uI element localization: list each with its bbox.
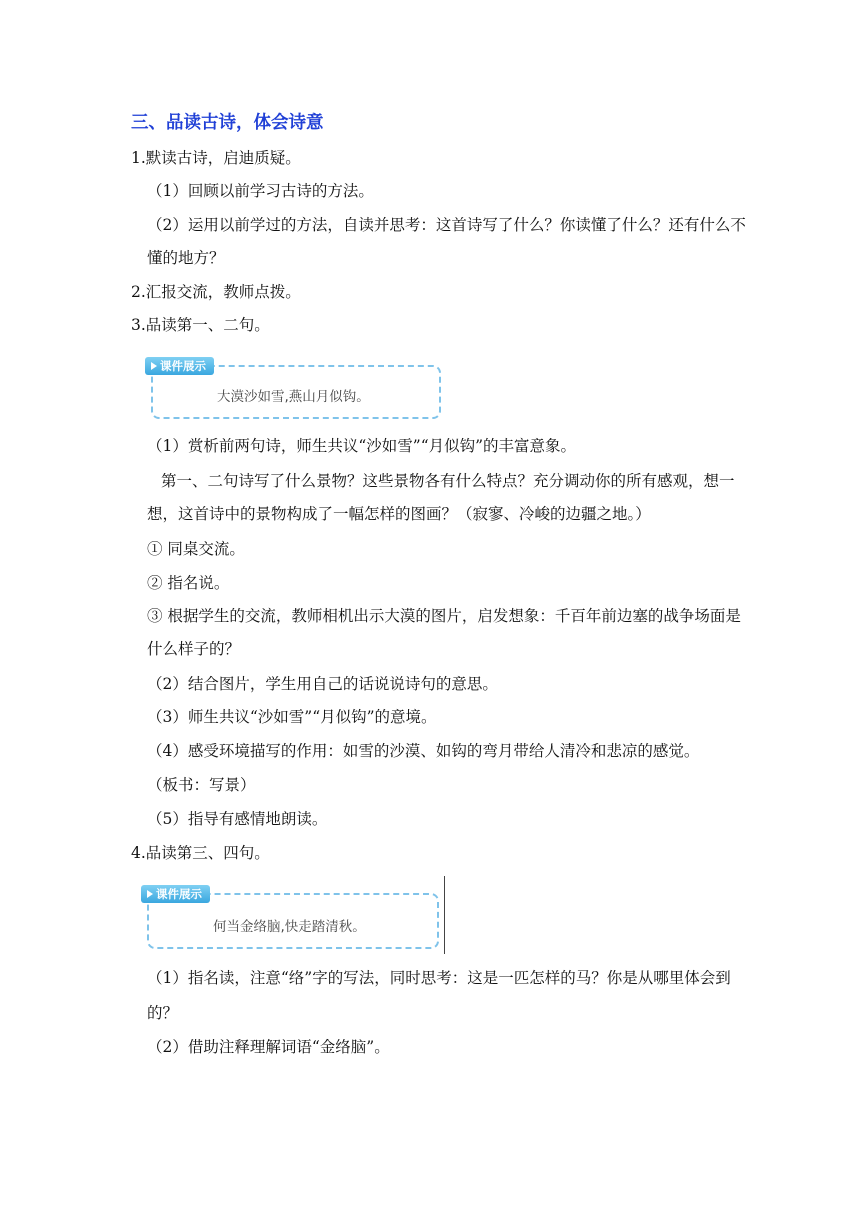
step-3-item-3: （3）师生共议“沙如雪”“月似钩”的意境。 — [147, 708, 437, 726]
step-1-title: 1.默读古诗，启迪质疑。 — [131, 149, 301, 167]
courseware-callout-1 — [145, 357, 441, 419]
step-1-item-1: （1）回顾以前学习古诗的方法。 — [147, 182, 374, 200]
step-3-paragraph-cont: 想，这首诗中的景物构成了一幅怎样的图画？（寂寥、冷峻的边疆之地。） — [147, 505, 651, 523]
board-note: （板书：写景） — [147, 776, 256, 794]
step-3-sub-2: ② 指名说。 — [147, 574, 230, 592]
callout-tag-label: 课件展示 — [160, 359, 206, 373]
step-1-item-2-cont: 懂的地方？ — [147, 249, 225, 267]
divider-line — [444, 876, 445, 954]
callout-tag-label: 课件展示 — [156, 887, 202, 901]
play-triangle-icon — [147, 890, 153, 898]
callout-tag — [145, 357, 214, 375]
step-3-item-1: （1）赏析前两句诗，师生共议“沙如雪”“月似钩”的丰富意象。 — [147, 437, 577, 455]
step-3-title: 3.品读第一、二句。 — [131, 316, 270, 334]
callout-quote: 大漠沙如雪,燕山月似钩。 — [217, 389, 370, 405]
step-4-item-2: （2）借助注释理解词语“金络脑”。 — [147, 1038, 390, 1056]
step-3-item-2: （2）结合图片，学生用自己的话说说诗句的意思。 — [147, 675, 498, 693]
step-3-sub-3: ③ 根据学生的交流，教师相机出示大漠的图片，启发想象：千百年前边塞的战争场面是 — [147, 607, 741, 625]
step-4-title: 4.品读第三、四句。 — [131, 844, 270, 862]
callout-tag — [141, 885, 210, 903]
step-1-item-2: （2）运用以前学过的方法，自读并思考：这首诗写了什么？你读懂了什么？还有什么不 — [147, 216, 746, 234]
step-3-sub-1: ① 同桌交流。 — [147, 540, 245, 558]
step-4-item-1-cont: 的？ — [147, 1004, 179, 1022]
step-3-paragraph: 第一、二句诗写了什么景物？这些景物各有什么特点？充分调动你的所有感观，想一 — [161, 472, 735, 490]
callout-quote: 何当金络脑,快走踏清秋。 — [213, 919, 366, 935]
step-4-item-1: （1）指名读，注意“络”字的写法，同时思考：这是一匹怎样的马？你是从哪里体会到 — [147, 969, 731, 987]
step-3-item-4: （4）感受环境描写的作用：如雪的沙漠、如钩的弯月带给人清冷和悲凉的感觉。 — [147, 742, 700, 760]
step-3-sub-3-cont: 什么样子的？ — [147, 640, 241, 658]
play-triangle-icon — [151, 362, 157, 370]
step-3-item-5: （5）指导有感情地朗读。 — [147, 810, 328, 828]
courseware-callout-2 — [141, 881, 439, 951]
section-heading: 三、品读古诗，体会诗意 — [131, 113, 324, 133]
step-2-title: 2.汇报交流，教师点拨。 — [131, 283, 301, 301]
